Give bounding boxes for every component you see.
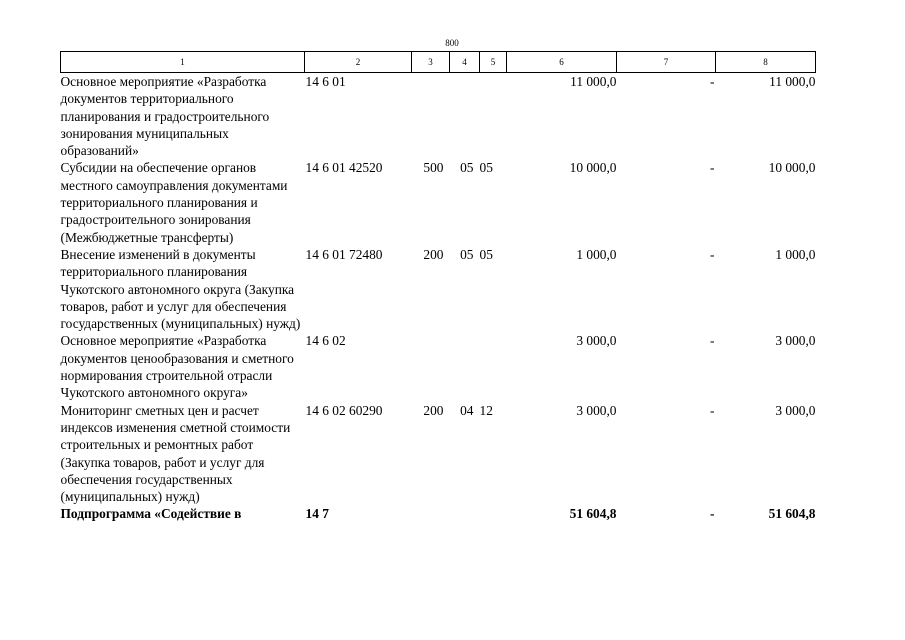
row-name: Основное мероприятие «Разработка документов территориального планирования и градостроительного зонирования муниципальных образований»	[60, 74, 270, 159]
row-col8: 3 000,0	[775, 402, 816, 418]
table-body	[61, 73, 816, 523]
row-col7: -	[710, 506, 715, 522]
column-header: 6	[507, 52, 617, 73]
row-col7: -	[710, 246, 715, 262]
table-header	[61, 52, 816, 73]
row-col7: -	[710, 160, 715, 176]
row-code: 14 6 02	[305, 333, 346, 349]
row-name: Мониторинг сметных цен и расчет индексов изменения сметной стоимости строительных и ремонтных работ (Закупка товаров, работ и услуг для обеспечения государственных (муниципальных) нужд)	[60, 402, 291, 505]
row-col6: 3 000,0	[576, 402, 617, 418]
row-col5	[480, 332, 507, 401]
row-col4: 05	[460, 246, 474, 262]
row-name: Основное мероприятие «Разработка документов ценообразования и сметного нормирования строительной отрасли Чукотского автономного округа»	[60, 333, 294, 401]
row-code: 14 6 01 42520	[305, 160, 383, 176]
row-code: 14 6 02 60290	[305, 402, 383, 418]
row-col3	[412, 73, 450, 160]
table-row	[61, 402, 816, 506]
table-row	[61, 505, 816, 522]
column-header: 2	[305, 52, 412, 73]
column-header: 1	[61, 52, 305, 73]
row-col4	[450, 332, 480, 401]
column-header: 3	[412, 52, 450, 73]
row-col6: 1 000,0	[576, 246, 617, 262]
row-col8: 51 604,8	[768, 506, 816, 522]
column-header: 4	[450, 52, 480, 73]
row-col7: -	[710, 402, 715, 418]
table-row	[61, 73, 816, 160]
column-header: 8	[716, 52, 816, 73]
row-col8: 3 000,0	[775, 333, 816, 349]
row-col3	[412, 332, 450, 401]
table-row	[61, 332, 816, 401]
row-col6: 51 604,8	[569, 506, 617, 522]
row-col3: 500	[423, 160, 444, 176]
row-code: 14 6 01 72480	[305, 246, 383, 262]
row-col8: 10 000,0	[768, 160, 816, 176]
row-col7: -	[710, 333, 715, 349]
row-name: Внесение изменений в документы территориального планирования Чукотского автономного округа (Закупка товаров, работ и услуг для обеспечения государственных (муниципальных) нужд)	[60, 246, 301, 332]
row-col5: 05	[479, 246, 493, 262]
budget-table	[60, 51, 816, 523]
row-col8: 1 000,0	[775, 246, 816, 262]
row-col6: 11 000,0	[570, 74, 617, 89]
row-col5: 05	[479, 160, 493, 176]
row-col3: 200	[423, 246, 444, 262]
row-col4: 04	[460, 402, 474, 418]
row-col5: 12	[479, 402, 493, 418]
column-header: 7	[617, 52, 716, 73]
row-col5	[480, 73, 507, 160]
row-col8: 11 000,0	[769, 74, 816, 89]
header-row	[61, 52, 816, 73]
row-name: Субсидии на обеспечение органов местного самоуправления документами территориального планирования и градостроительного зонирования (Межбюджетные трансферты)	[60, 160, 288, 245]
row-code: 14 6 01	[305, 74, 346, 89]
row-col3: 200	[423, 402, 444, 418]
row-col3	[412, 505, 450, 522]
row-col4	[450, 73, 480, 160]
row-col4: 05	[460, 160, 474, 176]
row-col4	[450, 505, 480, 522]
row-col7: -	[710, 74, 715, 89]
table-row	[61, 159, 816, 245]
row-name: Подпрограмма «Содействие в	[60, 506, 242, 522]
page-number: 800	[445, 38, 459, 48]
table-row	[61, 246, 816, 332]
column-header: 5	[480, 52, 507, 73]
row-code: 14 7	[305, 506, 329, 522]
row-col6: 10 000,0	[569, 160, 617, 176]
row-col5	[480, 505, 507, 522]
row-col6: 3 000,0	[576, 333, 617, 349]
